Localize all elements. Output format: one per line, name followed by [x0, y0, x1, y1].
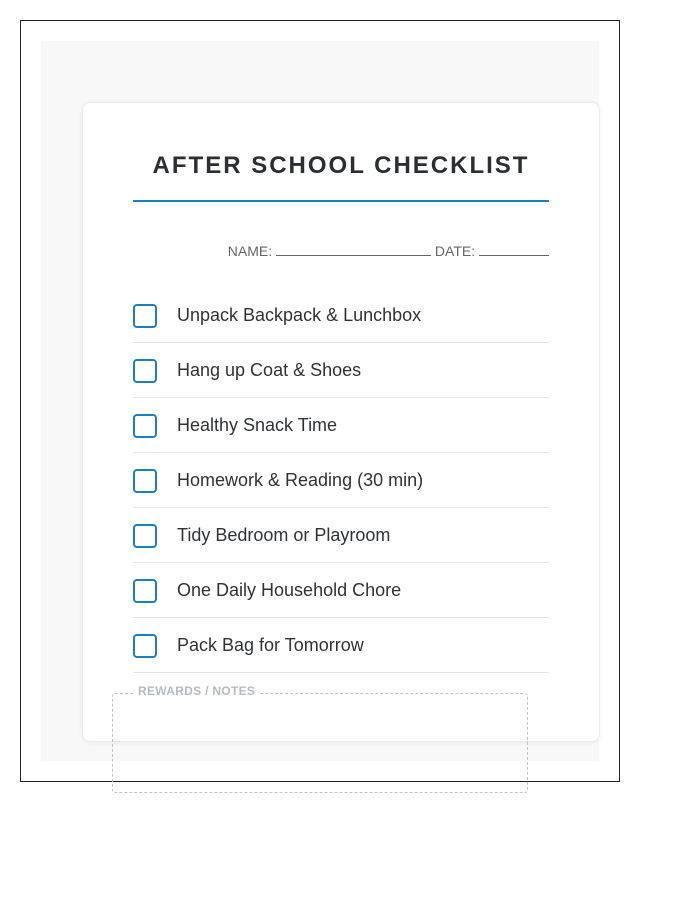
task-label: Healthy Snack Time — [177, 415, 338, 435]
task-label: Hang up Coat & Shoes — [177, 360, 362, 380]
page-title: AFTER SCHOOL CHECKLIST — [152, 152, 530, 179]
task-label: One Daily Household Chore — [177, 580, 402, 600]
task-row[interactable] — [133, 288, 549, 343]
task-checkbox[interactable] — [133, 414, 157, 438]
task-row[interactable] — [133, 563, 549, 618]
rewards-notes-box[interactable] — [112, 693, 528, 793]
task-checkbox[interactable] — [133, 469, 157, 493]
task-checkbox[interactable] — [133, 634, 157, 658]
task-checkbox[interactable] — [133, 304, 157, 328]
name-label: NAME: — [227, 243, 273, 259]
name-date-line — [228, 243, 549, 259]
task-checkbox[interactable] — [133, 359, 157, 383]
date-label: DATE: — [434, 243, 476, 259]
task-checkbox[interactable] — [133, 524, 157, 548]
rewards-notes-label: REWARDS / NOTES — [133, 684, 260, 698]
task-label: Homework & Reading (30 min) — [177, 470, 424, 490]
page-frame — [20, 20, 620, 782]
name-field[interactable] — [276, 243, 431, 256]
checklist-card — [82, 102, 600, 742]
task-row[interactable] — [133, 398, 549, 453]
task-row[interactable] — [133, 508, 549, 563]
date-field[interactable] — [479, 243, 549, 256]
task-row[interactable] — [133, 343, 549, 398]
task-row[interactable] — [133, 453, 549, 508]
task-label: Unpack Backpack & Lunchbox — [177, 305, 422, 325]
task-checkbox[interactable] — [133, 579, 157, 603]
title-divider — [133, 200, 549, 202]
task-list — [133, 288, 549, 673]
task-row[interactable] — [133, 618, 549, 673]
paper-background — [41, 41, 599, 761]
task-label: Pack Bag for Tomorrow — [177, 635, 364, 655]
task-label: Tidy Bedroom or Playroom — [177, 525, 391, 545]
